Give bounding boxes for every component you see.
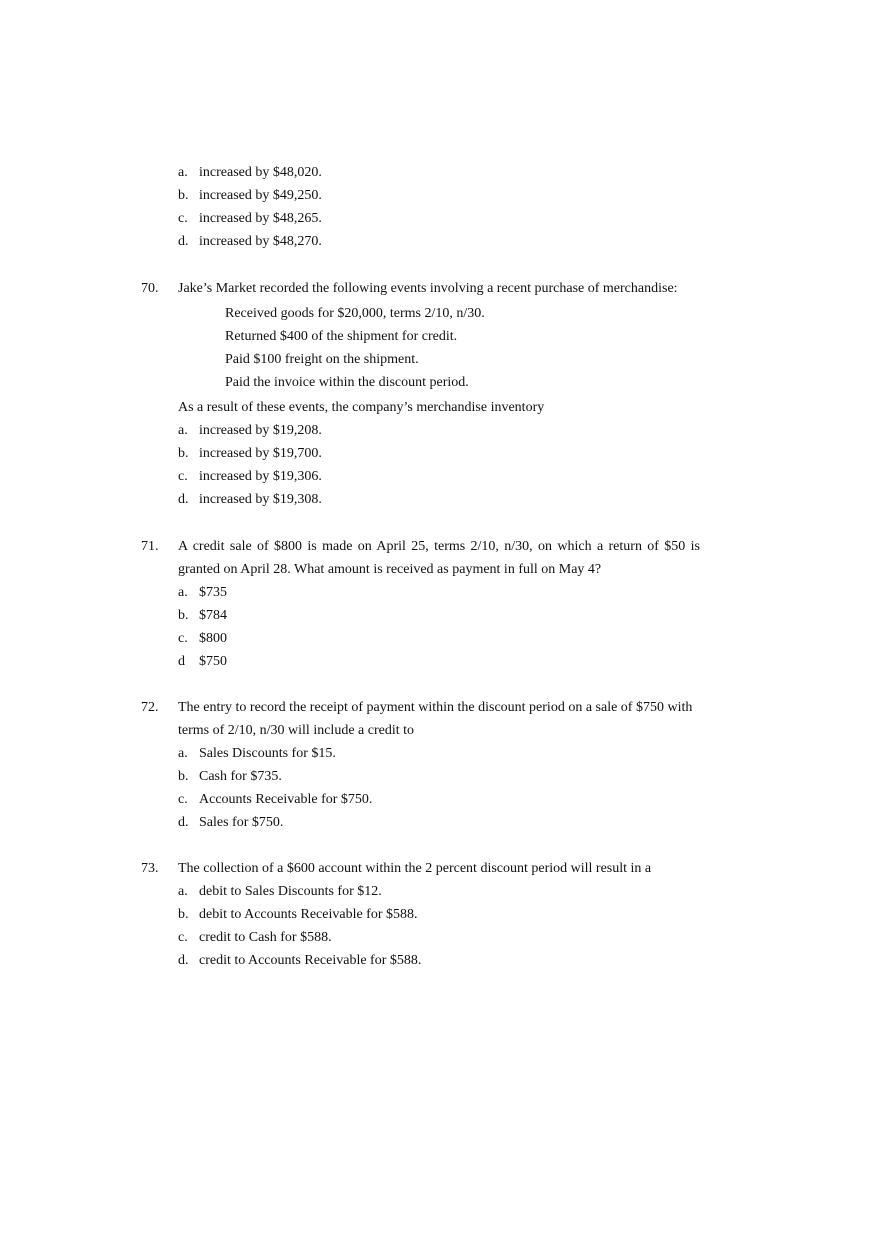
option-letter: b. <box>178 907 189 922</box>
option-d <box>178 653 227 671</box>
option-c <box>178 791 372 809</box>
option-a <box>178 883 382 901</box>
option-letter: d. <box>178 815 189 830</box>
option-text: increased by $19,700. <box>199 446 322 461</box>
option-text: increased by $48,020. <box>199 165 322 180</box>
event-line: Paid $100 freight on the shipment. <box>225 352 419 367</box>
option-text: Sales for $750. <box>199 815 284 830</box>
option-b <box>178 187 322 205</box>
option-letter: c. <box>178 211 188 226</box>
option-text: Accounts Receivable for $750. <box>199 792 373 807</box>
option-letter: c. <box>178 631 188 646</box>
option-b <box>178 445 322 463</box>
question-follow-up: As a result of these events, the company’s merchandise inventory <box>178 400 545 415</box>
option-letter: c. <box>178 469 188 484</box>
option-d <box>178 233 322 251</box>
option-text: debit to Accounts Receivable for $588. <box>199 907 418 922</box>
option-a <box>178 584 227 602</box>
option-letter: c. <box>178 792 188 807</box>
option-a <box>178 164 322 182</box>
option-text: $800 <box>199 631 227 646</box>
option-text: increased by $49,250. <box>199 188 322 203</box>
option-text: Sales Discounts for $15. <box>199 746 336 761</box>
option-d <box>178 814 283 832</box>
question-number: 72. <box>141 700 159 715</box>
question-stem: The collection of a $600 account within the 2 percent discount period will result in a <box>178 861 652 876</box>
option-c <box>178 630 227 648</box>
option-text: increased by $48,270. <box>199 234 322 249</box>
option-text: increased by $19,308. <box>199 492 322 507</box>
question-stem: granted on April 28. What amount is received as payment in full on May 4? <box>178 562 602 577</box>
option-letter: b. <box>178 769 189 784</box>
option-letter: a. <box>178 165 188 180</box>
option-text: increased by $19,306. <box>199 469 322 484</box>
option-letter: d. <box>178 953 189 968</box>
option-text: $784 <box>199 608 227 623</box>
option-letter: d. <box>178 492 189 507</box>
option-b <box>178 607 227 625</box>
option-letter: c. <box>178 930 188 945</box>
option-letter: d <box>178 654 185 669</box>
option-c <box>178 468 322 486</box>
option-a <box>178 422 322 440</box>
event-line: Returned $400 of the shipment for credit. <box>225 329 458 344</box>
option-letter: a. <box>178 746 188 761</box>
option-text: credit to Accounts Receivable for $588. <box>199 953 422 968</box>
option-text: increased by $19,208. <box>199 423 322 438</box>
option-letter: b. <box>178 446 189 461</box>
option-letter: b. <box>178 188 189 203</box>
option-letter: a. <box>178 585 188 600</box>
option-text: Cash for $735. <box>199 769 282 784</box>
question-number: 71. <box>141 539 159 554</box>
option-letter: b. <box>178 608 189 623</box>
option-d <box>178 491 322 509</box>
option-letter: a. <box>178 423 188 438</box>
option-letter: a. <box>178 884 188 899</box>
option-text: increased by $48,265. <box>199 211 322 226</box>
option-text: $750 <box>199 654 227 669</box>
question-number: 70. <box>141 281 159 296</box>
question-stem: Jake’s Market recorded the following events involving a recent purchase of merchandise: <box>178 281 678 296</box>
option-a <box>178 745 336 763</box>
option-b <box>178 768 282 786</box>
option-b <box>178 906 418 924</box>
option-c <box>178 210 322 228</box>
question-stem: terms of 2/10, n/30 will include a credit to <box>178 723 415 738</box>
option-c <box>178 929 332 947</box>
option-text: credit to Cash for $588. <box>199 930 332 945</box>
question-stem: A credit sale of $800 is made on April 25, terms 2/10, n/30, on which a return of $50 is <box>178 539 700 554</box>
option-text: debit to Sales Discounts for $12. <box>199 884 382 899</box>
question-stem: The entry to record the receipt of payment within the discount period on a sale of $750 with <box>178 700 693 715</box>
event-line: Paid the invoice within the discount period. <box>225 375 469 390</box>
option-d <box>178 952 421 970</box>
option-text: $735 <box>199 585 227 600</box>
option-letter: d. <box>178 234 189 249</box>
event-line: Received goods for $20,000, terms 2/10, n/30. <box>225 306 485 321</box>
question-number: 73. <box>141 861 159 876</box>
